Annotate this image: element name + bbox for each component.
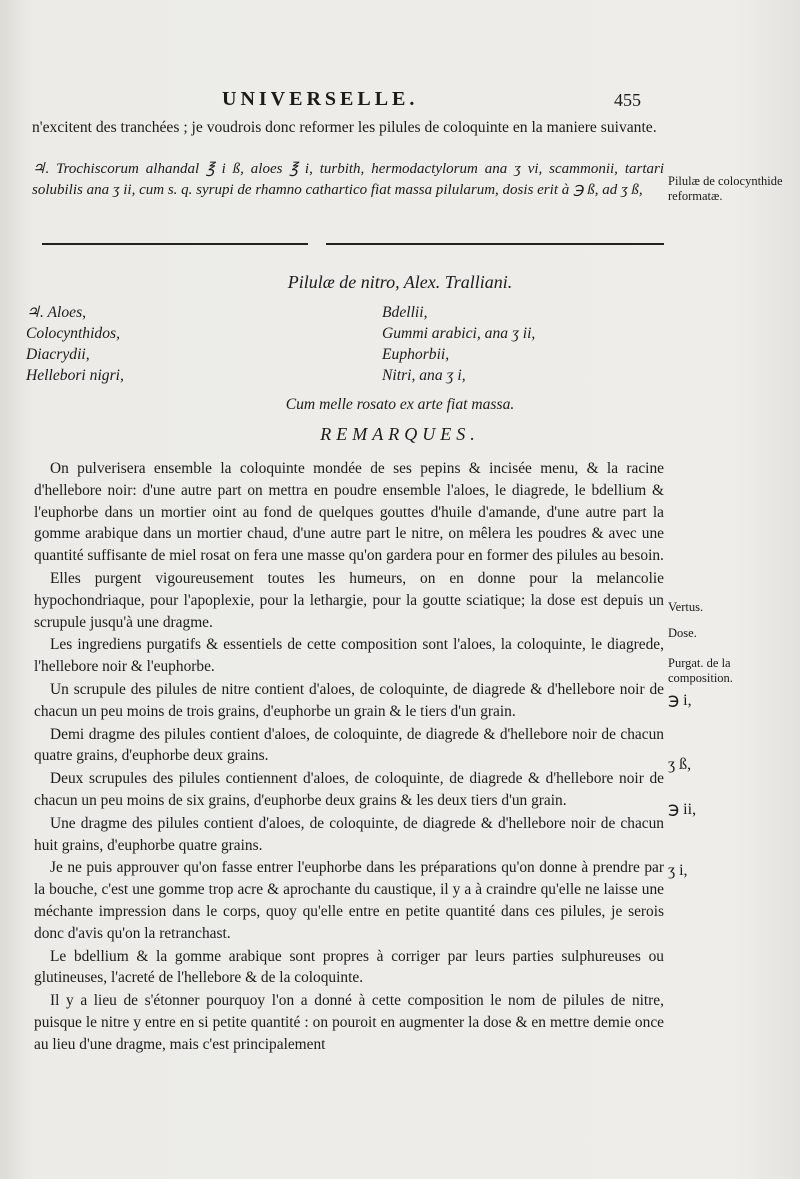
margin-note-purgatives: Purgat. de la composition. [668, 656, 733, 685]
paragraph: Une dragme des pilules contient d'aloes, de coloquinte, de diagrede & d'hellebore noir de chacun huit grains, d'euphorbe quatre grains. [34, 814, 664, 854]
ingredients-left-column [26, 302, 326, 386]
recipe-footer: Cum melle rosato ex arte fiat massa. [285, 396, 515, 413]
ingredient-line: Bdellii, [382, 304, 428, 321]
page-number: 455 [614, 90, 641, 110]
paragraph: Je ne puis approuver qu'on fasse entrer l'euphorbe dans les préparations qu'on donne à prendre par la bouche, c'est une gomme trop acre & aprochante du caustique, il y a à craindre qu'elle ne laisse une méchante impression dans le corps, quoy qu'elle entre en petite quantité dans ces pilules, je serois donc d'avis qu'on la retranchast. [34, 859, 664, 942]
ingredients-right-column [382, 302, 682, 386]
margin-note-reformed-pills: Pilulæ de colocynthide reformatæ. [668, 174, 783, 203]
paragraph: Elles purgent vigoureusement toutes les humeurs, on en donne pour la melancolie hypochondriaque, pour l'apoplexie, pour la lethargie, pour la goutte sciatique; la dose est depuis un scrupule jusqu'à une dragme. [34, 569, 664, 631]
remarks-heading: REMARQUES. [320, 424, 480, 444]
paragraph: Les ingrediens purgatifs & essentiels de cette composition sont l'aloes, la coloquinte, le diagrede, l'hellebore noir & l'euphorbe. [34, 636, 664, 676]
ingredient-line: Nitri, ana ʒ i, [382, 367, 466, 384]
recipe-title: Pilulæ de nitro, Alex. Tralliani. [287, 272, 513, 292]
intro-paragraph: n'excitent des tranchées ; je voudrois donc reformer les pilules de coloquinte en la maniere suivante. [32, 119, 657, 136]
ingredient-line: Diacrydii, [26, 346, 90, 363]
reformed-formula: ♃. Trochiscorum alhandal ℥ i ß, aloes ℥ i, turbith, hermodactylorum ana ʒ vi, scammonii, tartari solubilis ana ʒ ii, cum s. q. syrupi de rhamno cathartico fiat massa pilularum, dosis erit à ℈ ß, ad ʒ ß, [32, 161, 664, 198]
ingredient-line: ♃. Aloes, [26, 304, 87, 321]
paragraph: On pulverisera ensemble la coloquinte mondée de ses pepins & incisée menu, & la racine d'hellebore noir: d'une autre part on mettra en poudre ensemble l'aloes, le diagrede, le bdellium & l'euphorbe dans un mortier oint au fond de quelques gouttes d'huile d'amande, d'une autre part la gomme arabique dans un mortier chaud, d'une autre part le nitre, on mêlera les poudres & avec une quantité suffisante de miel rosat on fera une masse qu'on gardera pour en former des pilules au besoin. [34, 460, 664, 565]
margin-note-dose: Dose. [668, 626, 697, 640]
dose-mark-two-scruples: ℈ ii, [668, 801, 697, 818]
margin-note-virtues: Vertus. [668, 600, 704, 614]
remarks-body [34, 458, 664, 1057]
running-head [0, 88, 800, 112]
ingredient-line: Euphorbii, [382, 346, 450, 363]
divider-rule-left [42, 243, 308, 245]
running-title: UNIVERSELLE. [222, 88, 419, 110]
ingredient-line: Hellebori nigri, [26, 367, 124, 384]
ingredient-line: Gummi arabici, ana ʒ ii, [382, 325, 536, 342]
dose-mark-half-dram: ʒ ß, [668, 756, 692, 773]
dose-mark-scruple: ℈ i, [668, 692, 692, 709]
paragraph: Un scrupule des pilules de nitre contient d'aloes, de coloquinte, de diagrede & d'hellebore noir de chacun un peu moins de trois grains, d'euphorbe un grain & le tiers d'un grain. [34, 680, 664, 720]
paragraph: Deux scrupules des pilules contiennent d'aloes, de coloquinte, de diagrede & d'hellebore noir de chacun un peu moins de six grains, d'euphorbe deux grains & les deux tiers d'un grain. [34, 770, 664, 809]
divider-rule-right [326, 243, 664, 245]
paragraph: Il y a lieu de s'étonner pourquoy l'on a donné à cette composition le nom de pilules de nitre, puisque le nitre y entre en si petite quantité : on pouroit en augmenter la dose & en mettre demie once au lieu d'une dragme, mais c'est principalement [34, 992, 664, 1053]
paragraph: Demi dragme des pilules contient d'aloes, de coloquinte, de diagrede & d'hellebore noir de chacun quatre grains, d'euphorbe deux grains. [34, 725, 664, 765]
paragraph: Le bdellium & la gomme arabique sont propres à corriger par leurs parties sulphureuses ou glutineuses, l'acreté de l'hellebore & de la coloquinte. [34, 947, 664, 987]
ingredient-line: Colocynthidos, [26, 325, 120, 342]
dose-mark-dram: ʒ i, [668, 862, 688, 879]
